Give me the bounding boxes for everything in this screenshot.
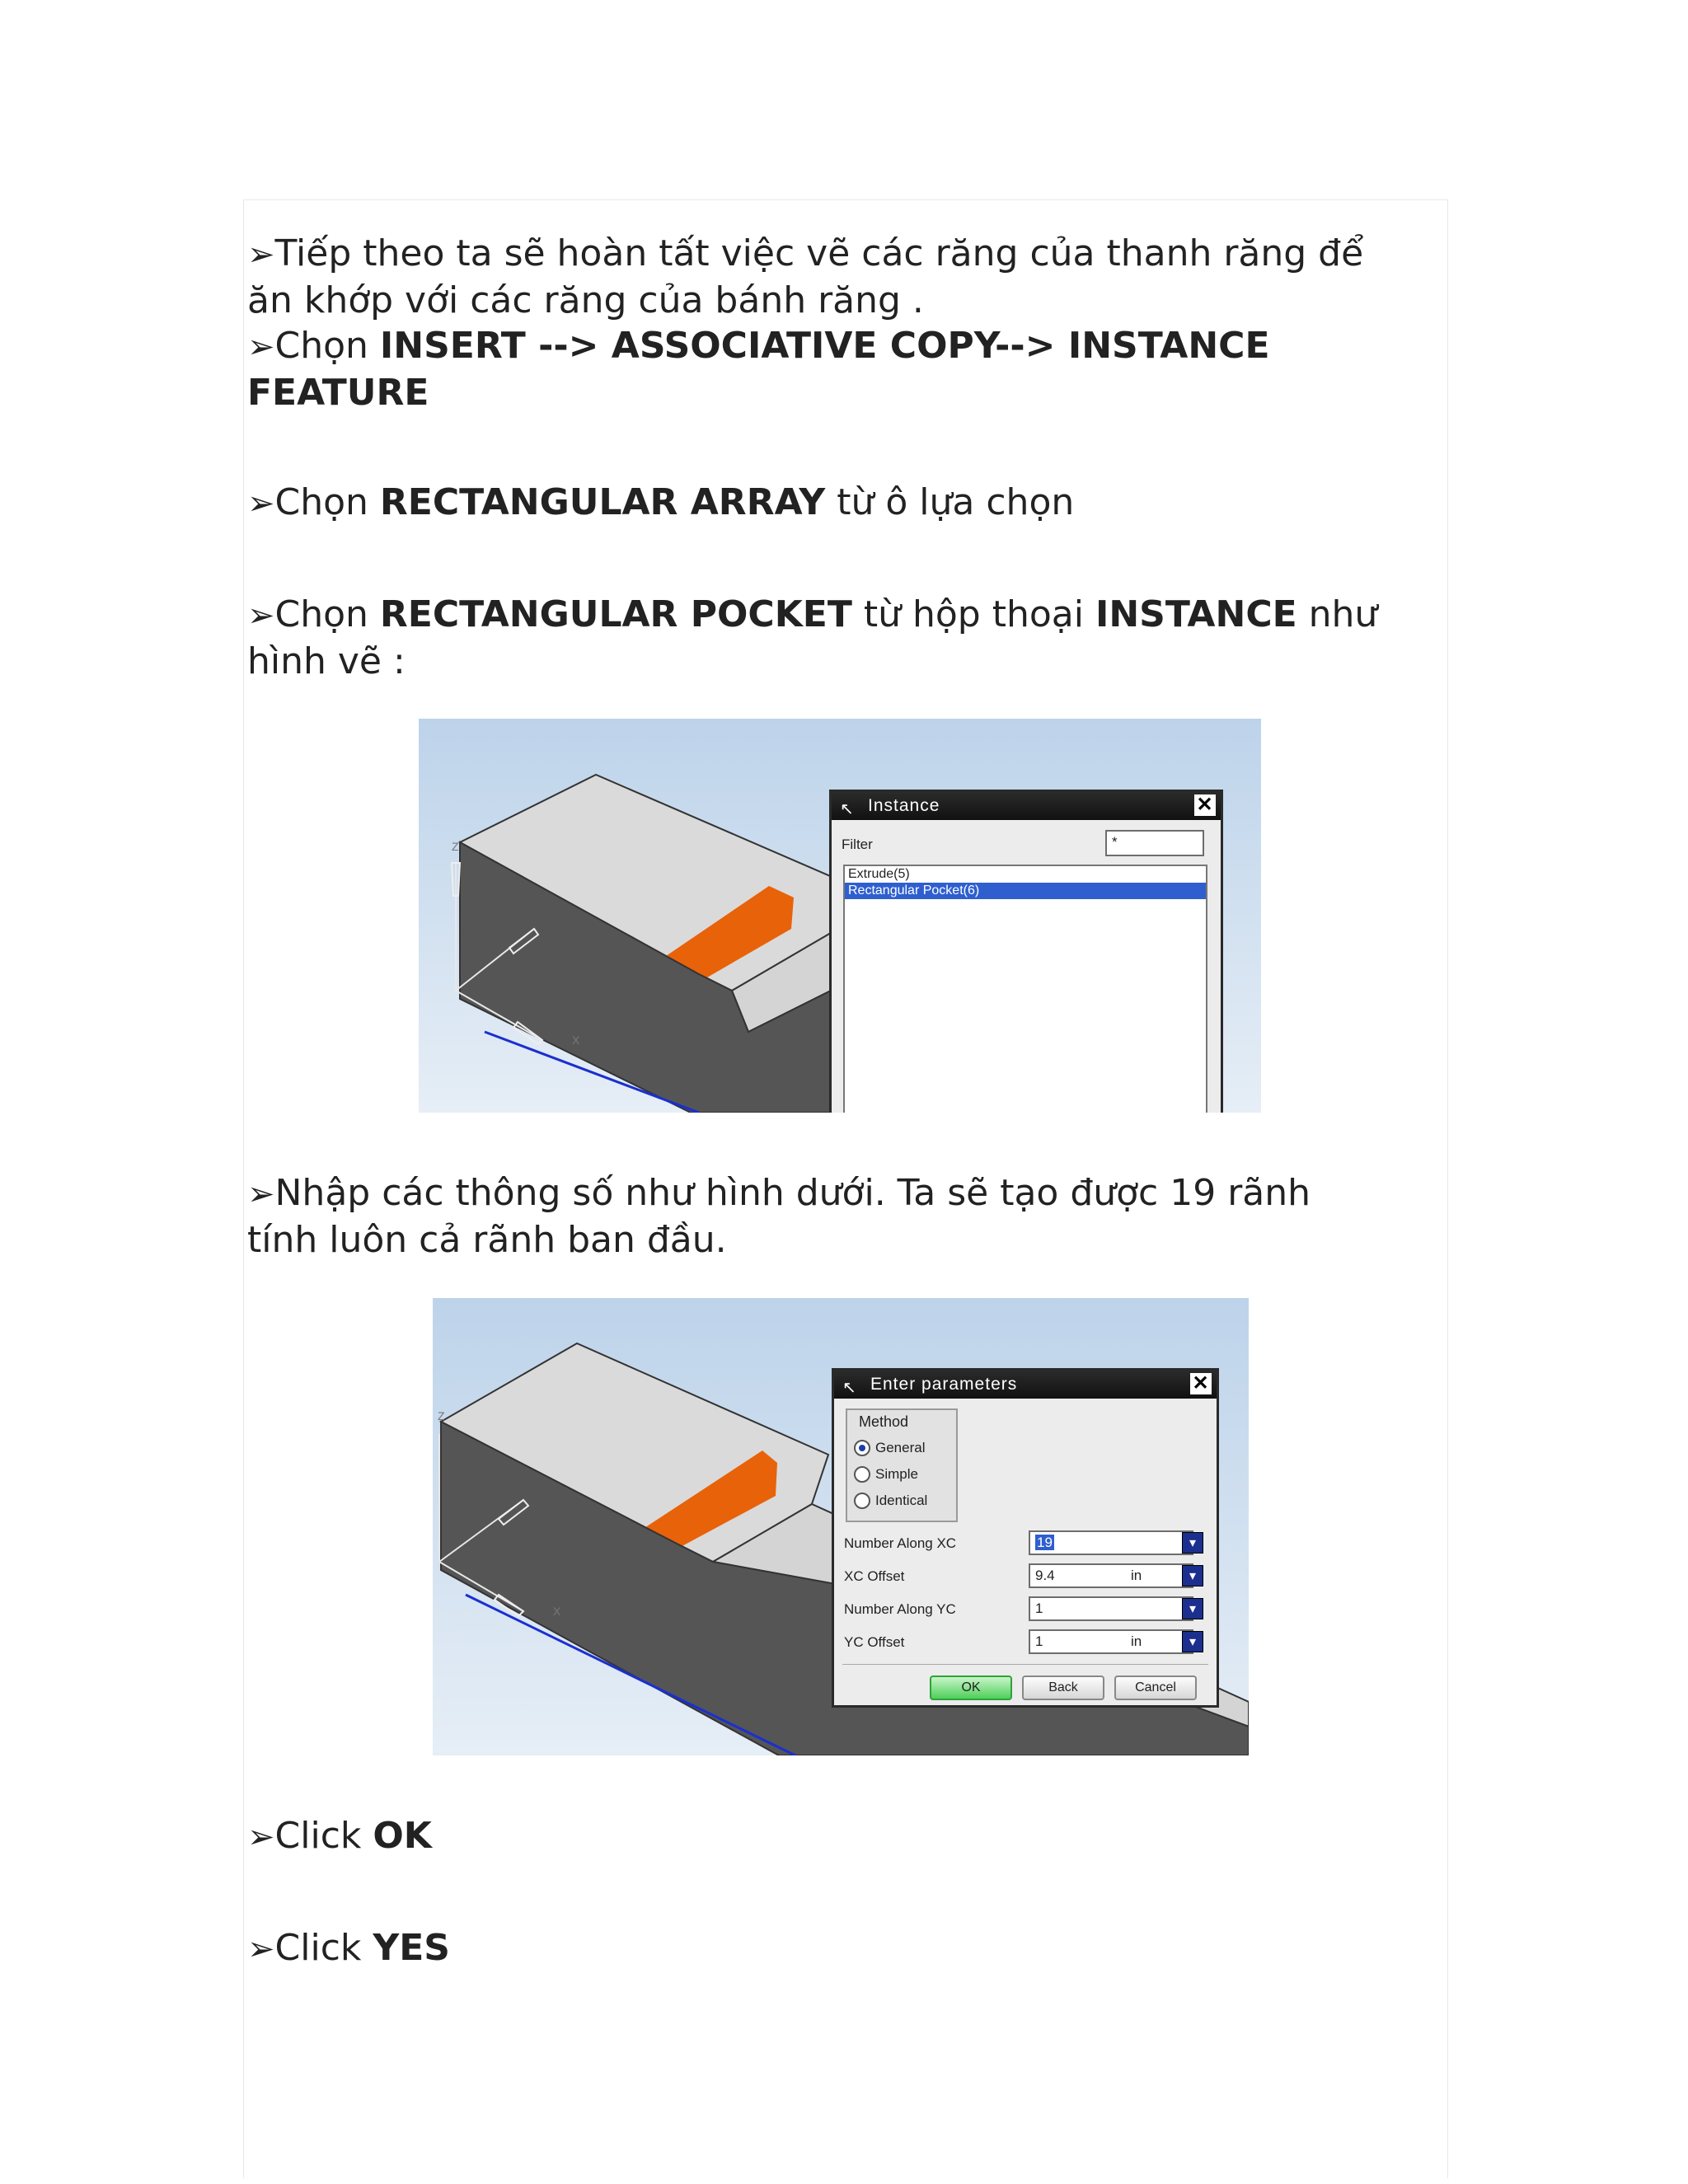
radio-simple[interactable] (854, 1466, 870, 1483)
paragraph-click-yes: ➢Click YES (247, 1927, 450, 1969)
bullet-arrow: ➢ (247, 328, 275, 366)
paragraph-enter-parameters: ➢Nhập các thông số như hình dưới. Ta sẽ tạo được 19 rãnh tính luôn cả rãnh ban đầu. (247, 1172, 1311, 1261)
filter-input[interactable]: * (1105, 830, 1204, 856)
divider (842, 1664, 1208, 1665)
xc-offset-label: XC Offset (844, 1568, 905, 1584)
axis-x-label: X (553, 1605, 561, 1618)
close-icon[interactable]: ✕ (1194, 794, 1216, 816)
enter-parameters-dialog (832, 1368, 1219, 1708)
number-along-yc-dropdown-icon[interactable]: ▾ (1182, 1598, 1203, 1619)
cancel-button[interactable]: Cancel (1114, 1675, 1197, 1700)
yc-offset-label: YC Offset (844, 1634, 905, 1650)
method-label: Method (859, 1413, 909, 1430)
back-button[interactable]: Back (1022, 1675, 1104, 1700)
list-item-rectangular-pocket[interactable]: Rectangular Pocket(6) (845, 883, 1206, 899)
bullet-arrow: ➢ (247, 597, 275, 635)
axis-z-label: Z (438, 1409, 445, 1422)
xc-offset-unit: in (1131, 1568, 1142, 1583)
bullet-arrow: ➢ (247, 236, 275, 274)
yc-offset-input[interactable]: 1 in (1029, 1629, 1193, 1654)
screenshot-instance (419, 719, 1261, 1113)
dialog-title: Enter parameters (870, 1375, 1018, 1394)
close-icon[interactable]: ✕ (1190, 1373, 1212, 1394)
dialog-title-bar (834, 1371, 1217, 1399)
yc-offset-unit: in (1131, 1633, 1142, 1649)
filter-label: Filter (842, 837, 873, 852)
paragraph-insert-menu: ➢Chọn INSERT --> ASSOCIATIVE COPY--> INSTANCE FEATURE (247, 325, 1270, 414)
paragraph-intro: ➢Tiếp theo ta sẽ hoàn tất việc vẽ các răng của thanh răng để ăn khớp với các răng của bánh răng . (247, 232, 1364, 321)
number-along-xc-input[interactable]: 19 (1029, 1530, 1193, 1555)
radio-general[interactable] (854, 1440, 870, 1456)
bullet-arrow: ➢ (247, 1175, 275, 1213)
radio-identical[interactable] (854, 1493, 870, 1509)
paragraph-rectangular-array: ➢Chọn RECTANGULAR ARRAY từ ô lựa chọn (247, 481, 1075, 523)
number-along-xc-dropdown-icon[interactable]: ▾ (1182, 1532, 1203, 1554)
radio-general-label: General (875, 1440, 926, 1455)
paragraph-click-ok: ➢Click OK (247, 1815, 432, 1857)
bullet-arrow: ➢ (247, 1818, 275, 1856)
yc-offset-dropdown-icon[interactable]: ▾ (1182, 1631, 1203, 1652)
radio-simple-label: Simple (875, 1466, 918, 1482)
list-item-extrude[interactable]: Extrude(5) (848, 867, 910, 881)
pin-icon[interactable]: ↖ (840, 800, 855, 818)
xc-offset-dropdown-icon[interactable]: ▾ (1182, 1565, 1203, 1586)
paragraph-rectangular-pocket: ➢Chọn RECTANGULAR POCKET từ hộp thoại INSTANCE như hình vẽ : (247, 593, 1378, 682)
screenshot-parameters (433, 1298, 1249, 1755)
radio-identical-label: Identical (875, 1493, 928, 1508)
pin-icon[interactable]: ↖ (842, 1379, 857, 1397)
ok-button[interactable]: OK (930, 1675, 1012, 1700)
xc-offset-input[interactable]: 9.4 in (1029, 1563, 1193, 1588)
method-group (846, 1408, 958, 1522)
axis-z-label: Z (452, 840, 459, 853)
number-along-yc-label: Number Along YC (844, 1601, 956, 1617)
number-along-xc-label: Number Along XC (844, 1535, 957, 1551)
bullet-arrow: ➢ (247, 485, 275, 523)
dialog-title-bar (832, 792, 1221, 820)
axis-x-label: X (572, 1033, 580, 1047)
bullet-arrow: ➢ (247, 1930, 275, 1968)
dialog-title: Instance (868, 796, 940, 815)
number-along-yc-input[interactable]: 1 (1029, 1596, 1193, 1621)
instance-dialog (829, 790, 1223, 1113)
feature-list[interactable] (843, 865, 1207, 1113)
